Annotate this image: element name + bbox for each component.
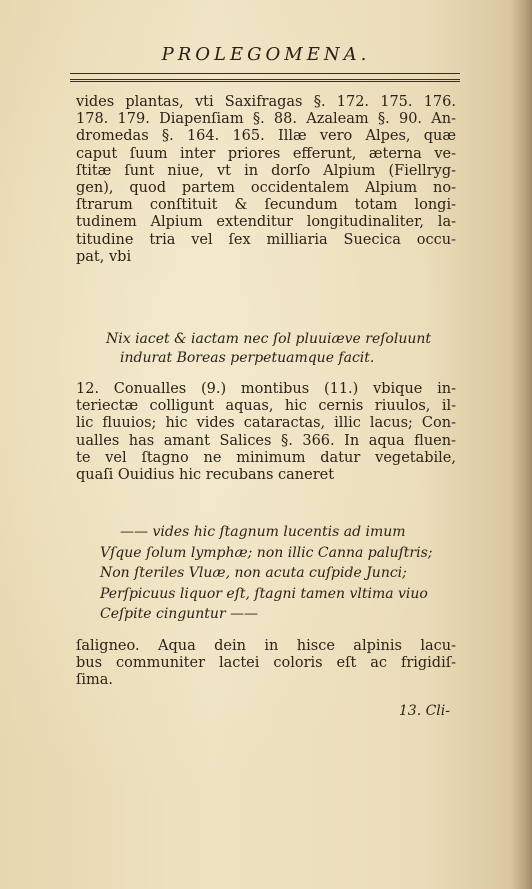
paragraph-2 <box>76 381 456 484</box>
text-line: ſaligneo. Aqua dein in hisce alpinis lacu- <box>76 638 456 654</box>
text-line: te vel ſtagno ne minimum datur vegetabile, <box>76 449 456 466</box>
text-line: vides plantas, vti Saxifragas §. 172. 175. 176. <box>76 94 456 110</box>
text-line: ſtrarum conſtituit & ſecundum totam longi- <box>76 197 456 214</box>
verse-line: Ceſpite cinguntur —— <box>100 606 259 622</box>
verse-quote-2 <box>100 522 433 625</box>
verse-line: Nix iacet & iactam nec ſol pluuiæve reſoluunt <box>106 331 432 347</box>
text-line: dromedas §. 164. 165. Illæ vero Alpes, quæ <box>76 128 456 145</box>
page-edge-shadow <box>510 0 532 889</box>
text-line: 178. 179. Diapenſiam §. 88. Azaleam §. 90. An- <box>76 111 456 128</box>
text-line: ſima. <box>76 672 114 689</box>
paragraph-3 <box>76 638 456 690</box>
text-line: tudinem Alpium extenditur longitudinaliter, la- <box>76 214 456 231</box>
text-line: ualles has amant Salices §. 366. In aqua fluen- <box>76 432 456 449</box>
text-line: gen), quod partem occidentalem Alpium no- <box>76 180 456 197</box>
paragraph-1 <box>76 94 456 266</box>
text-line: caput ſuum inter priores efferunt, æterna ve- <box>76 145 456 162</box>
text-line: ſtitæ ſunt niue, vt in dorſo Alpium (Fiellryg- <box>76 162 456 179</box>
text-line: pat, vbi <box>76 248 132 265</box>
text-line: lic fluuios; hic vides cataractas, illic lacus; Con- <box>76 415 456 432</box>
text-line: titudine tria vel ſex milliaria Suecica occu- <box>76 231 456 248</box>
verse-line: —— vides hic ſtagnum lucentis ad imum <box>120 524 406 540</box>
header-double-rule <box>70 79 460 82</box>
verse-quote-1 <box>106 330 431 368</box>
verse-line: indurat Boreas perpetuamque facit. <box>120 350 375 366</box>
verse-line: Perſpicuus liquor eſt, ſtagni tamen vltima viuo <box>100 585 428 602</box>
text-line: teriectæ colligunt aquas, hic cernis riuulos, il- <box>76 398 456 415</box>
header-rule <box>70 73 460 74</box>
running-head: PROLEGOMENA. <box>161 44 371 65</box>
text-line: quaſi Ouidius hic recubans caneret <box>76 467 335 484</box>
catchword: 13. Cli- <box>398 703 450 719</box>
text-line: bus communiter lactei coloris eſt ac frigidiſ- <box>76 655 456 672</box>
text-line: 12. Conualles (9.) montibus (11.) vbique in- <box>76 381 456 397</box>
verse-line: Vſque ſolum lymphæ; non illic Canna paluſtris; <box>100 544 433 561</box>
verse-line: Non ſteriles Vluæ, non acuta cuſpide Junci; <box>100 565 407 581</box>
